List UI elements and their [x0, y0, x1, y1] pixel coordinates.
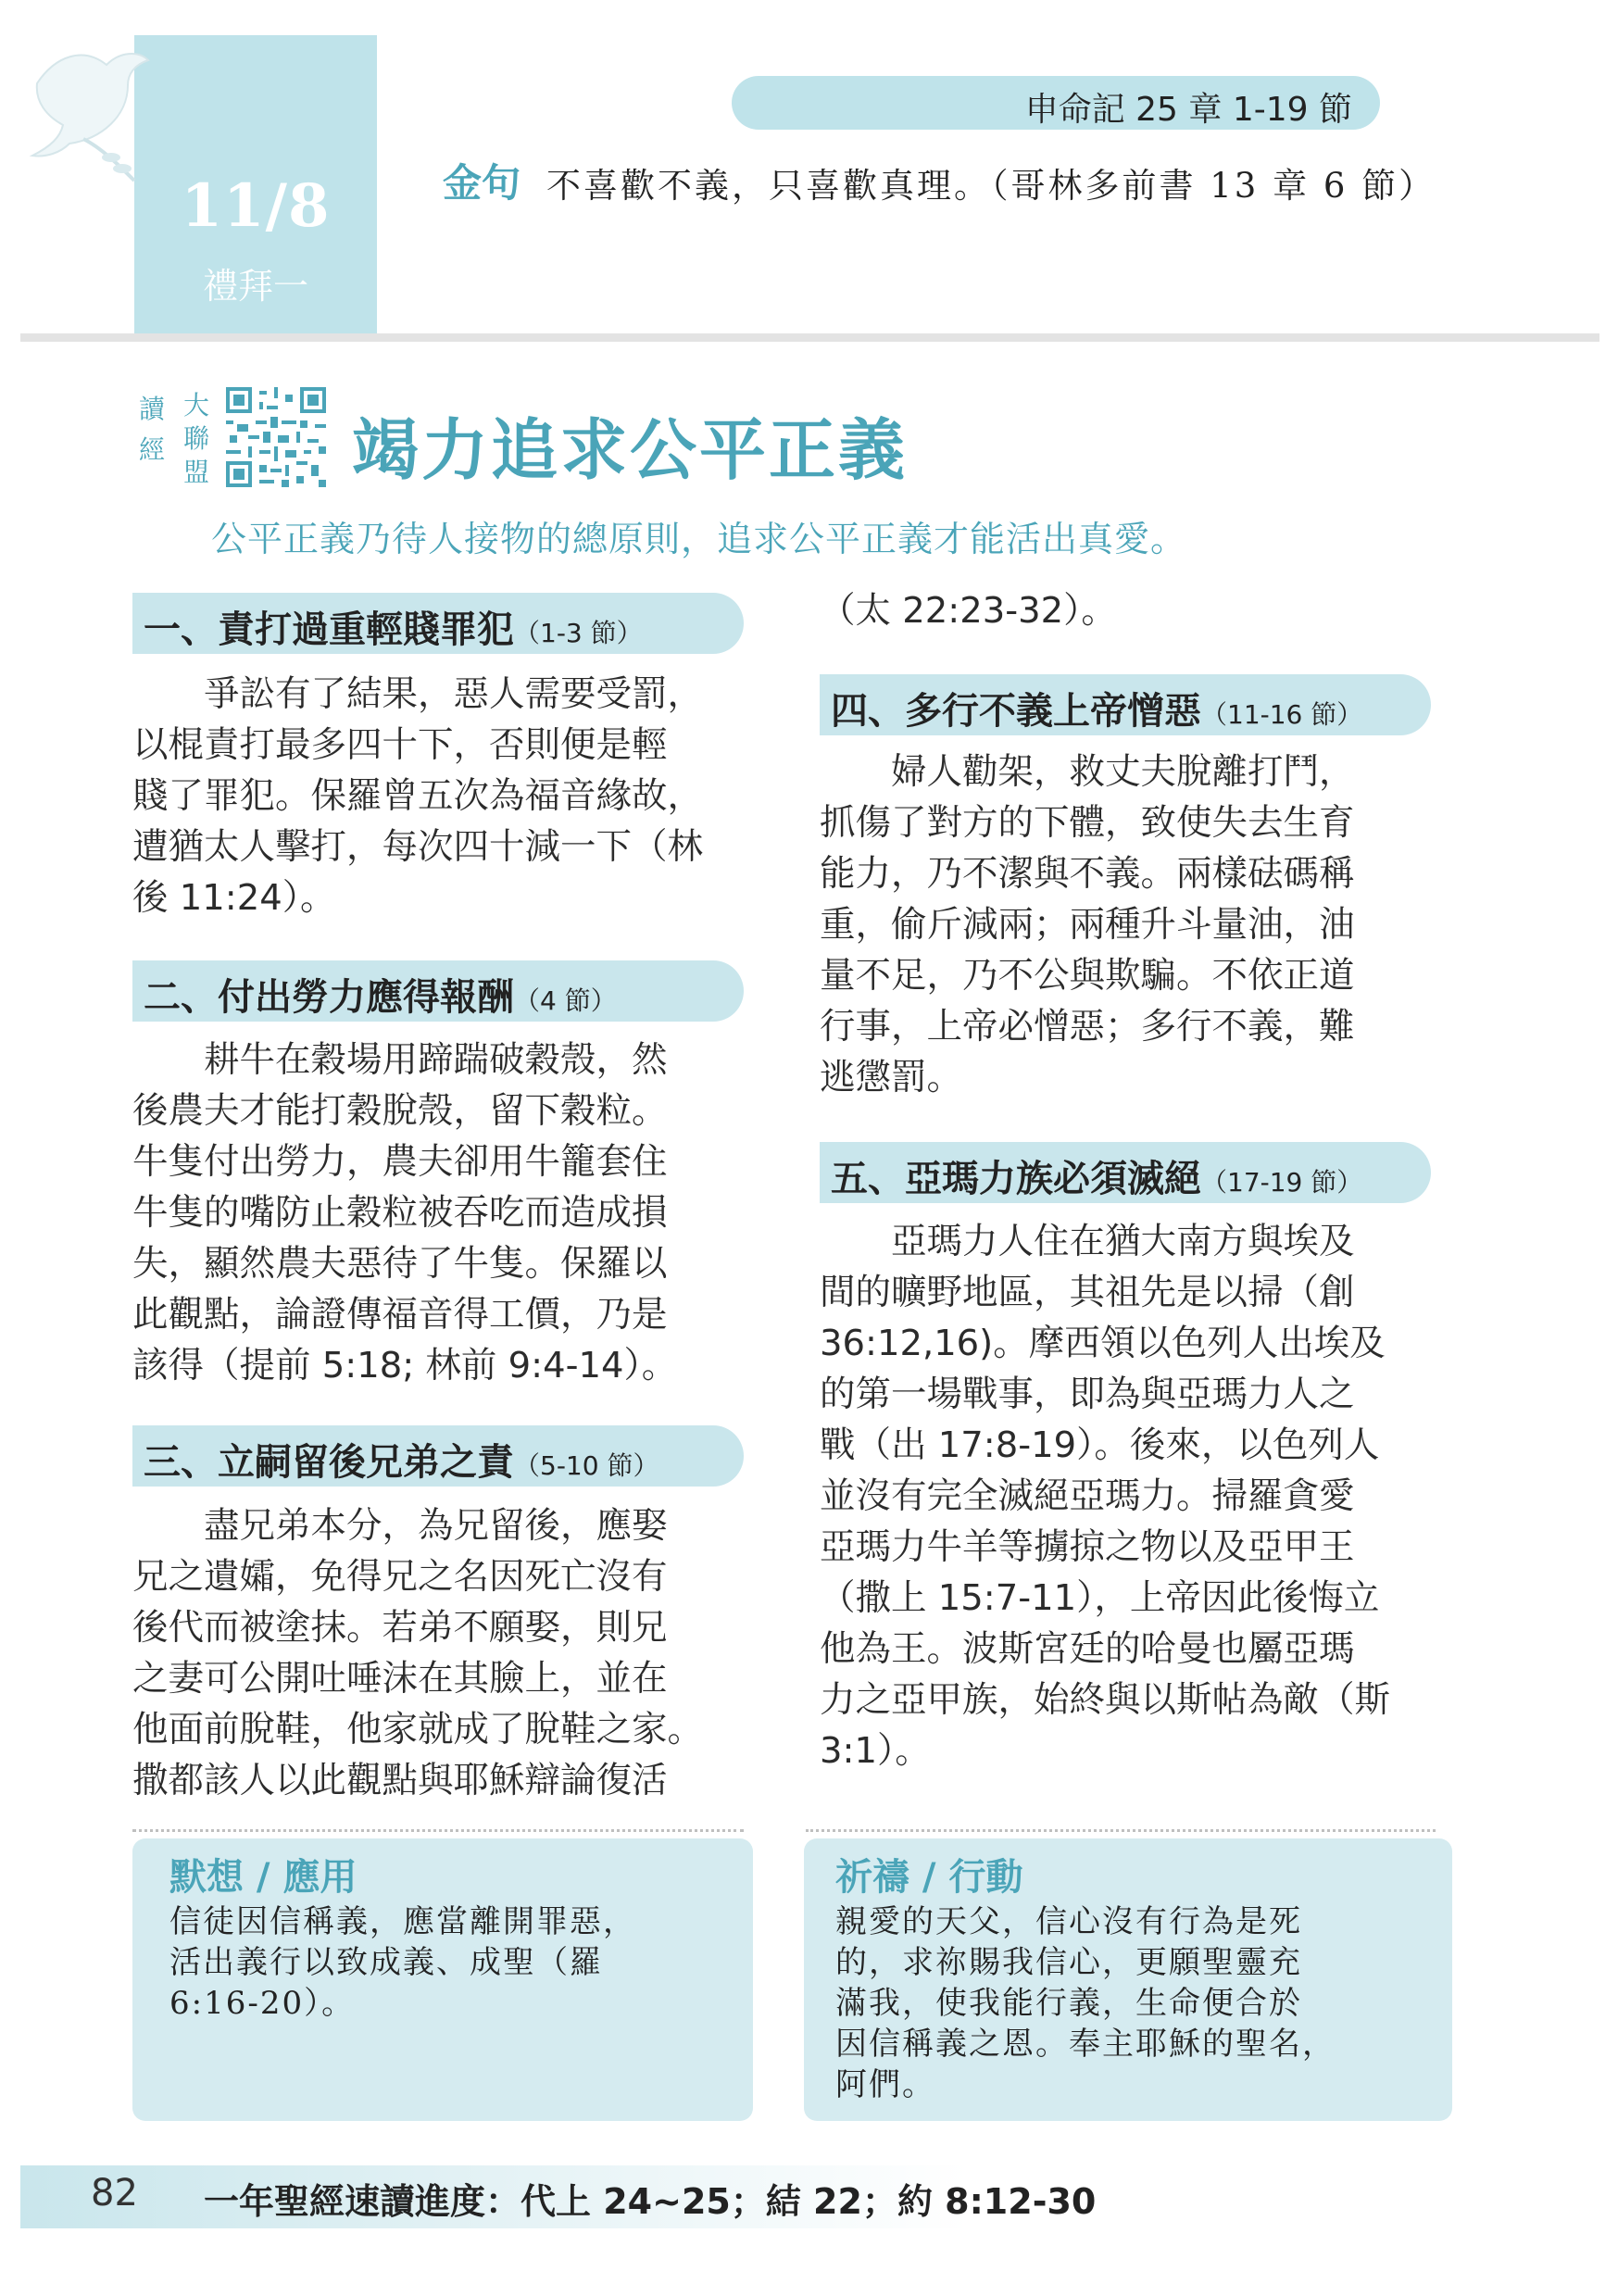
header-divider	[20, 333, 1599, 342]
page-subtitle: 公平正義乃待人接物的總原則，追求公平正義才能活出真愛。	[211, 519, 1187, 559]
body-line: 36:12,16)。摩西領以色列人出埃及	[820, 1323, 1386, 1364]
body-line: 亞瑪力牛羊等擄掠之物以及亞甲王	[820, 1526, 1355, 1568]
divider	[132, 1829, 744, 1832]
body-line: 並沒有完全滅絕亞瑪力。掃羅貪愛	[820, 1475, 1355, 1517]
dove-icon	[19, 28, 167, 185]
body-line: 重，偷斤減兩；兩種升斗量油，油	[820, 904, 1355, 946]
section-verse-ref: （4 節）	[514, 985, 617, 1016]
key-verse-text: 不喜歡不義，只喜歡真理。（哥林多前書 13 章 6 節）	[546, 166, 1436, 206]
body-line: 盡兄弟本分，為兄留後，應娶	[132, 1505, 668, 1547]
section-heading	[132, 1425, 744, 1487]
body-line: 間的曠野地區，其祖先是以掃（創	[820, 1272, 1355, 1313]
section-verse-ref: （5-10 節）	[514, 1450, 659, 1481]
prayer-line: 滿我，使我能行義，生命便合於	[835, 1985, 1302, 2022]
body-line: 賤了罪犯。保羅曾五次為福音緣故，	[132, 775, 704, 817]
divider	[806, 1829, 1436, 1832]
qr-code-icon	[226, 387, 326, 487]
prayer-line: 的，求祢賜我信心，更願聖靈充	[835, 1944, 1302, 1981]
body-line: 爭訟有了結果，惡人需要受罰，	[132, 673, 704, 715]
meditation-line: 活出義行以致成義、成聖（羅	[169, 1944, 603, 1981]
section-heading-text: 五、亞瑪力族必須滅絕	[831, 1158, 1201, 1200]
body-line: 後代而被塗抹。若弟不願娶，則兄	[132, 1607, 668, 1649]
section-verse-ref: （17-19 節）	[1201, 1167, 1363, 1198]
section-heading	[132, 960, 744, 1022]
section-body	[132, 669, 744, 923]
body-line: 婦人勸架，救丈夫脫離打鬥，	[820, 751, 1355, 793]
key-verse-label: 金句	[443, 160, 521, 206]
meditation-line: 信徒因信稱義，應當離開罪惡，	[169, 1903, 636, 1940]
section-heading-text: 二、付出勞力應得報酬	[144, 976, 514, 1019]
prayer-line: 阿們。	[835, 2066, 935, 2103]
body-line: 之妻可公開吐唾沫在其臉上，並在	[132, 1658, 668, 1700]
body-line: （太 22:23-32）。	[820, 590, 1117, 632]
body-line: 量不足，乃不公與欺騙。不依正道	[820, 955, 1355, 997]
date: 11/8	[181, 171, 331, 241]
weekday: 禮拜一	[202, 266, 308, 307]
meditation-text	[169, 1901, 725, 2024]
body-line: 力之亞甲族，始終與以斯帖為敵（斯	[820, 1679, 1391, 1721]
body-line: 失，顯然農夫惡待了牛隻。保羅以	[132, 1243, 668, 1285]
body-line: 亞瑪力人住在猶大南方與埃及	[820, 1221, 1355, 1262]
body-line: 逃懲罰。	[820, 1057, 963, 1098]
section-heading-text: 三、立嗣留後兄弟之責	[144, 1441, 514, 1484]
page-title: 竭力追求公平正義	[352, 410, 909, 489]
section-body	[820, 747, 1431, 1103]
body-line: 行事，上帝必憎惡；多行不義，難	[820, 1006, 1355, 1048]
body-line: 此觀點，論證傳福音得工價，乃是	[132, 1294, 668, 1336]
page-number: 82	[91, 2172, 138, 2214]
section-body-continued	[820, 585, 1431, 636]
body-line: 牛隻的嘴防止穀粒被吞吃而造成損	[132, 1192, 668, 1234]
section-body	[820, 1216, 1431, 1776]
body-line: 牛隻付出勞力，農夫卻用牛籠套住	[132, 1141, 668, 1183]
passage-reference: 申命記 25 章 1-19 節	[1024, 91, 1352, 129]
body-line: 撒都該人以此觀點與耶穌辯論復活	[132, 1760, 668, 1801]
body-line: 後農夫才能打穀脫殼，留下穀粒。	[132, 1090, 668, 1132]
meditation-title: 默想 / 應用	[169, 1856, 357, 1899]
section-body	[132, 1035, 744, 1391]
body-line: 後 11:24）。	[132, 877, 336, 919]
section-heading	[820, 1142, 1431, 1203]
body-line: 耕牛在穀場用蹄踹破穀殼，然	[132, 1039, 668, 1081]
prayer-text	[835, 1901, 1428, 2105]
body-line: 他為王。波斯宮廷的哈曼也屬亞瑪	[820, 1628, 1355, 1670]
body-line: 以棍責打最多四十下，否則便是輕	[132, 724, 668, 766]
body-line: 他面前脫鞋，他家就成了脫鞋之家。	[132, 1709, 704, 1750]
body-line: 該得（提前 5:18; 林前 9:4-14）。	[132, 1345, 678, 1386]
body-line: 抓傷了對方的下體，致使失去生育	[820, 802, 1355, 844]
body-line: 的第一場戰事，即為與亞瑪力人之	[820, 1374, 1355, 1415]
prayer-title: 祈禱 / 行動	[835, 1856, 1023, 1899]
section-heading-text: 四、多行不義上帝憎惡	[831, 690, 1201, 733]
section-heading	[820, 674, 1431, 735]
section-heading-text: 一、責打過重輕賤罪犯	[144, 609, 514, 651]
section-verse-ref: （1-3 節）	[514, 618, 643, 648]
body-line: 戰（出 17:8-19）。後來，以色列人	[820, 1424, 1380, 1466]
prayer-line: 因信稱義之恩。奉主耶穌的聖名，	[835, 2026, 1336, 2063]
reading-progress: 一年聖經速讀進度：代上 24~25；結 22；約 8:12-30	[204, 2181, 1097, 2222]
qr-label-left: 讀經	[139, 394, 166, 465]
section-body	[132, 1500, 744, 1806]
meditation-line: 6:16-20）。	[169, 1985, 356, 2022]
prayer-line: 親愛的天父，信心沒有行為是死	[835, 1903, 1302, 1940]
section-verse-ref: （11-16 節）	[1201, 699, 1363, 730]
body-line: 能力，乃不潔與不義。兩樣砝碼稱	[820, 853, 1355, 895]
qr-label-right: 大聯盟	[183, 390, 210, 487]
body-line: （撒上 15:7-11），上帝因此後悔立	[820, 1577, 1380, 1619]
body-line: 兄之遺孀，免得兄之名因死亡沒有	[132, 1556, 668, 1598]
body-line: 遭猶太人擊打，每次四十減一下（林	[132, 826, 704, 868]
body-line: 3:1）。	[820, 1730, 931, 1772]
section-heading	[132, 593, 744, 654]
